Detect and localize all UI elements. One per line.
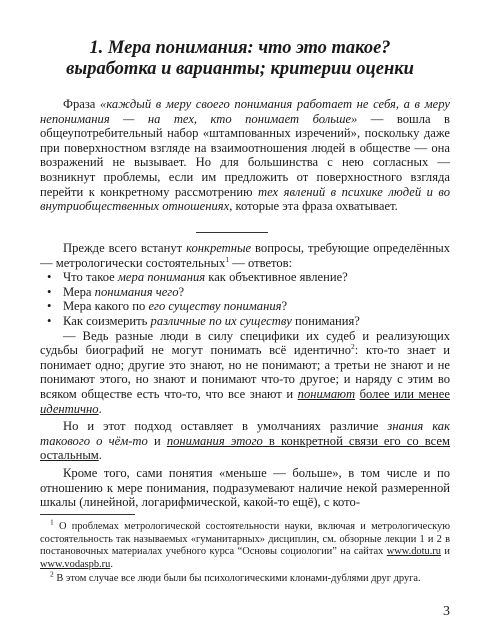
list-item: • Мера какого по его существу понимания? (40, 299, 450, 314)
footnote-2-text: В этом случае все люди были бы психологическими клонами-дублями друг друга. (53, 573, 421, 584)
connection-underlined: в конкретной связи его со всем остальным (40, 433, 450, 463)
approach-text-1: Но и этот подход оставляет в умолчаниях различие (63, 419, 388, 434)
list-item: • Что такое мера понимания как объективное явление? (40, 270, 450, 285)
chapter-title-line-1: 1. Мера понимания: что это такое? (89, 38, 391, 58)
footnote-2 (40, 569, 450, 586)
intro-emphasis: тех явлений в психике людей и во внутриобщественных отношениях (40, 184, 450, 214)
list-item: • Мера понимания чего? (40, 285, 450, 300)
identical-emphasis: идентично (40, 401, 99, 416)
approach-paragraph: Но и этот подход оставляет в умолчаниях различие знания как такового о чём-то и понимания этого в конкретной связи его со всем остальным. (40, 419, 450, 463)
section-separator (196, 232, 268, 233)
question-list (40, 270, 450, 328)
dotu-link[interactable]: www.dotu.ru (386, 546, 441, 558)
questions-text-3: — ответов: (229, 255, 293, 270)
intro-text-3: , которые эта фраза охватывает. (229, 199, 398, 214)
footnote-ref-2[interactable]: 2 (351, 341, 355, 351)
footnote-1-text: О проблемах метрологической состоятельности науки, включая и метрологическую состоятельность так называемых «гуманитарных» дисциплин, см. обзорные лекции 1 и 2 в постановочных материалах учебного курса “Основы социологии” на сайтах (40, 521, 450, 558)
intro-paragraph (40, 97, 450, 214)
intro-text-2: — вошла в общеупотребительный набор «штампованных изречений», поскольку даже при поверхностном взгляде на взаимоотношения людей в обществе — она возражений не вызывает. Но для большинства с нею согласных — возникнут проблемы, если им предложить от поверхностного взгляда перейти к конкретному рассмотрению (40, 111, 450, 199)
footnote-1: $^1$ О проблемах метрологической состоятельности науки, включая и метрологическую состоятельность так называемых «гуманитарных» дисциплин, см. обзорные лекции 1 и 2 в постановочных материалах учебного курса “Основы социологии” на сайтах www.dotu.ru и www.vodaspb.ru. (40, 517, 450, 570)
list-item: • Как соизмерить различные по их существу понимания? (40, 314, 450, 329)
questions-emphasis: конкретные (186, 241, 252, 255)
vodaspb-link[interactable]: www.vodaspb.ru (40, 558, 111, 570)
main-text (40, 241, 450, 510)
chapter-title (60, 38, 420, 80)
scale-paragraph: Кроме того, сами понятия «меньше — больше», в том числе и по отношению к мере понимания, подразумевают наличие некой размеренной шкалы (линейной, логарифмической, какой-то ещё), с кото- (40, 465, 450, 510)
footnote-2-number: 2 (50, 569, 54, 579)
knowledge-emphasis: знания как такового о чём-то (40, 419, 450, 448)
continuation-paragraph: — Ведь разные люди в силу специфики их судеб и реализующих судьбы биографий не могут понимать всё идентично$^2$: кто-то знает и понимает одно; другие это знают, но не понимают; а третьи не знают и не понимают этого, но знают и понимают что-то другое; и наряду с этим во всяком обществе есть что-то, что все знают и понимают более или менее идентично. (40, 328, 450, 416)
footnote-separator (40, 514, 135, 515)
chapter-title-line-2: выработка и варианты; критерии оценки (66, 59, 414, 79)
footnote-ref-1[interactable]: 1 (225, 254, 230, 264)
intro-quote: «каждый в меру своего понимания работает не себя, а в меру непонимания — на тех, кто понимает больше» (40, 97, 450, 126)
intro-text-1: Фраза (63, 97, 101, 111)
page-number: 3 (443, 604, 450, 619)
questions-text-2: вопросы, требующие определённых — метрологически состоятельных (40, 241, 450, 270)
continuation-text-2: : кто-то знает и понимает одно; другие это знают, но не понимают; а третьи не знают и не понимают этого, но знают и понимают что-то другое; и наряду с этим во всяком обществе есть что-то, что все знают и (40, 343, 450, 401)
approach-text-2: и (147, 433, 167, 448)
questions-paragraph (40, 241, 450, 270)
understand-emphasis: понимают (297, 386, 356, 401)
continuation-text-1: — Ведь разные люди в силу специфики их судеб и реализующих судьбы биографий не могут понимать всё идентично (40, 328, 450, 358)
underlined-phrase: более или менее (359, 386, 450, 401)
questions-text-1: Прежде всего встанут (63, 241, 187, 255)
understanding-underlined: понимания этого (166, 433, 263, 448)
footnote-1-number: 1 (50, 517, 54, 527)
